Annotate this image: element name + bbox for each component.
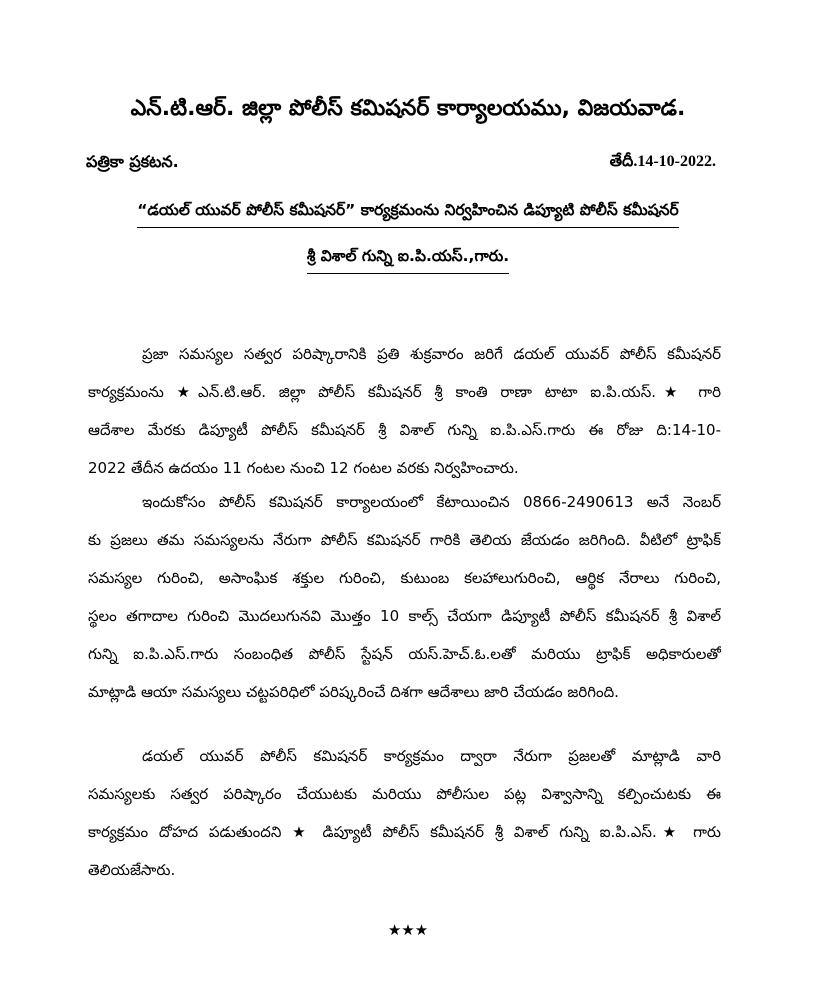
paragraph-line: కు ప్రజలు తమ సమస్యలను నేరుగా పోలీస్ కమిషనర్ గారికి తెలియ జేయడం జరిగింది. వీటిలో ట్రాఫిక్ bbox=[88, 531, 721, 549]
release-date: తేదీ.14-10-2022. bbox=[609, 153, 716, 170]
paragraph-line: స్థలం తగాదాల గురించి మొదలుగునవి మొత్తం 10 కాల్స్ చేయగా డిప్యూటీ పోలీస్ కమీషనర్ శ్రీ విశాల్ bbox=[88, 607, 721, 625]
paragraph-line: సమస్యల గురించి, అసాంఘిక శక్తుల గురించి, కుటుంబ కలహాలుగురించి, ఆర్థిక నేరాలు గురించి, bbox=[88, 569, 721, 587]
paragraph-3 bbox=[88, 737, 721, 889]
paragraph-line: మాట్లాడి ఆయా సమస్యలు చట్టపరిధిలో పరిష్కరించే దిశగా ఆదేశాలు జారి చేయడం జరిగింది. bbox=[88, 683, 619, 701]
paragraph-line: ఆదేశాల మేరకు డిప్యూటీ పోలీస్ కమీషనర్ శ్రీ విశాల్ గున్ని ఐ.పి.ఎస్.గారు ఈ రోజు ది:14-10- bbox=[88, 421, 721, 439]
paragraph-1 bbox=[88, 335, 721, 487]
closing-stars: ★★★ bbox=[387, 921, 429, 939]
subheading-text-2: శ్రీ విశాల్ గున్ని ఐ.పి.యస్.,గారు. bbox=[307, 243, 509, 274]
paragraph-line: ఇందుకోసం పోలీస్ కమిషనర్ కార్యాలయంలో కేటాయించిన 0866-2490613 అనే నెంబర్ bbox=[142, 493, 721, 511]
paragraph-line: డయల్ యువర్ పోలీస్ కమిషనర్ కార్యక్రమం ద్వారా నేరుగా ప్రజలతో మాట్లాడి వారి bbox=[142, 747, 721, 765]
subheading-line-2 bbox=[0, 243, 816, 274]
paragraph-line: ప్రజా సమస్యల సత్వర పరిష్కారానికి ప్రతి శుక్రవారం జరిగే డయల్ యువర్ పోలీస్ కమీషనర్ bbox=[142, 345, 721, 363]
subheading-text-1: “డయల్ యువర్ పోలీస్ కమీషనర్” కార్యక్రమంను నిర్వహించిన డిప్యూటి పోలీస్ కమీషనర్ bbox=[137, 197, 679, 228]
paragraph-2 bbox=[88, 483, 721, 711]
paragraph-line: 2022 తేదీన ఉదయం 11 గంటల నుంచి 12 గంటల వరకు నిర్వహించారు. bbox=[88, 459, 519, 477]
paragraph-line: గున్ని ఐ.పి.ఎస్.గారు సంబంధిత పోలీస్ స్టేషన్ యస్.హెచ్.ఓ.లతో మరియు ట్రాఫిక్ అధికారులతో bbox=[88, 645, 721, 663]
paragraph-line: తెలియజేసారు. bbox=[88, 861, 176, 879]
press-release-label: పత్రికా ప్రకటన. bbox=[86, 152, 179, 171]
office-title: ఎన్.టి.ఆర్. జిల్లా పోలీస్ కమిషనర్ కార్యాలయము, విజయవాడ. bbox=[130, 96, 686, 121]
paragraph-line: సమస్యలకు సత్వర పరిష్కారం చేయుటకు మరియు పోలీసుల పట్ల విశ్వాసాన్ని కల్పించుటకు ఈ bbox=[88, 785, 721, 803]
paragraph-line: కార్యక్రమంను ★ఎన్.టి.ఆర్. జిల్లా పోలీస్ కమీషనర్ శ్రీ కాంతి రాణా టాటా ఐ.పి.యస్.★ గారి bbox=[88, 383, 721, 401]
paragraph-line: కార్యక్రమం దోహద పడుతుందని ★ డిప్యూటీ పోలీస్ కమీషనర్ శ్రీ విశాల్ గున్ని ఐ.పి.ఎస్.★ గారు bbox=[88, 823, 721, 841]
subheading-line-1 bbox=[0, 197, 816, 228]
